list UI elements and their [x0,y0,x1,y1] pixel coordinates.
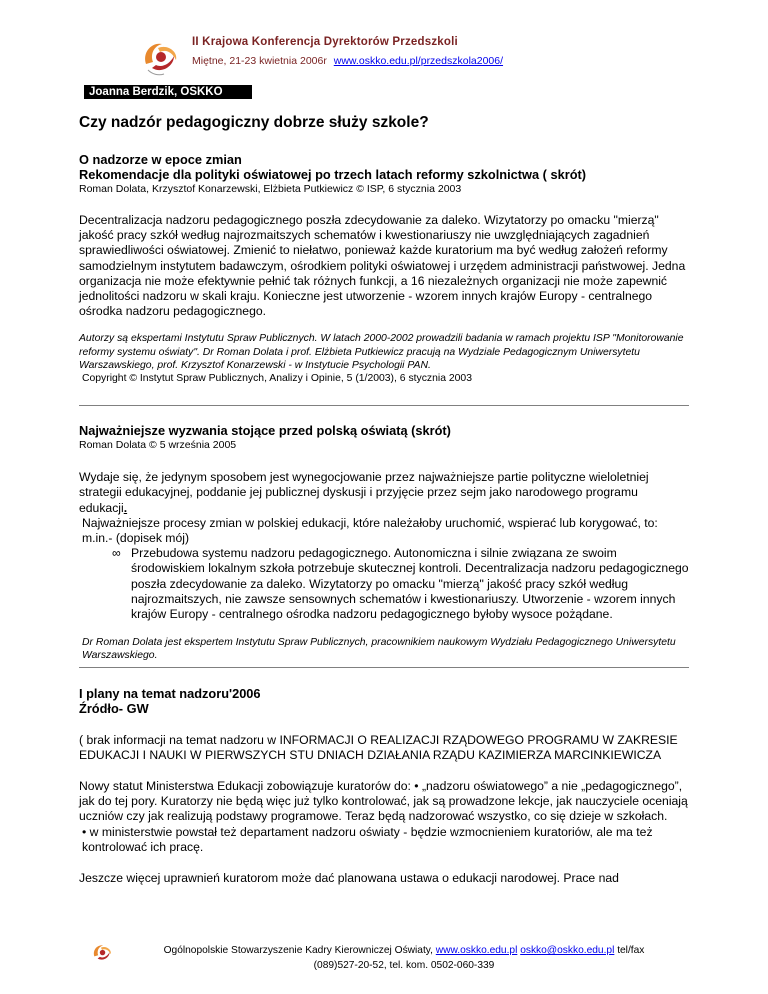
author-name: Joanna Berdzik, OSKKO [89,86,223,98]
section-plany [79,686,689,887]
oskko-logo-icon [90,940,114,964]
infinity-bullet-icon: ∞ [112,546,121,561]
conference-url-link[interactable]: www.oskko.edu.pl/przedszkola2006/ [333,55,504,67]
separator-line [79,667,689,668]
section2-byline: Roman Dolata © 5 września 2005 [79,439,237,452]
section1-body: Decentralizacja nadzoru pedagogicznego poszła zdecydowanie za daleko. Wizytatorzy po omacku "mierzą" jakość pracy szkół według najrozmaitszych schematów i kwestionariuszy nie uwzględniających zagadnień sprawiedliwości oświatowej. Zmienić to niełatwo, ponieważ każde kuratorium ma być według założeń reformy samodzielnym instytutem badawczym, ośrodkiem polityki oświatowej i urzędem administracji państwowej. Jedna organizacja nie może efektywnie pełnić tak różnych funkcji, a 16 niezależnych organizacji nie może zapewnić jednolitości nadzoru w skali kraju. Konieczne jest utworzenie - wzorem innych krajów Europy - centralnego ośrodka nadzoru pedagogicznego. [79,213,686,319]
section3-title: I plany na temat nadzoru'2006 [79,685,261,701]
footer-site-link[interactable]: www.oskko.edu.pl [435,945,518,956]
conference-date: Miętne, 21-23 kwietnia 2006r [192,55,327,67]
footer-org: Ogólnopolskie Stowarzyszenie Kadry Kierowniczej Oświaty, [163,945,433,956]
section1-byline: Roman Dolata, Krzysztof Konarzewski, Elżbieta Putkiewicz © ISP, 6 stycznia 2003 [79,183,462,195]
document-content [79,114,689,886]
section1-note: Autorzy są ekspertami Instytutu Spraw Publicznych. W latach 2000-2002 prowadzili badania w ramach projektu ISP "Monitorowanie reformy systemu oświaty". Dr Roman Dolata i prof. Elżbieta Putkiewicz pracują na Wydziale Pedagogicznym Uniwersytetu Warszawskiego, prof. Krzysztof Konarzewski - w Instytucie Psychologii PAN. [79,333,684,371]
conference-title: II Krajowa Konferencja Dyrektorów Przedszkoli [192,36,458,48]
section3-source: Źródło- GW [79,700,149,716]
section2-note: Dr Roman Dolata jest ekspertem Instytutu Spraw Publicznych, pracownikiem naukowym Wydziału Pedagogicznego Uniwersytetu Warszawskiego. [82,637,676,662]
section-wyzwania [79,423,689,662]
section3-para4: Jeszcze więcej uprawnień kuratorom może dać planowana ustawa o edukacji narodowej. Prace nad [79,871,619,886]
section2-bullet-item [79,546,689,622]
section2-para2: Najważniejsze procesy zmian w polskiej edukacji, które należałoby uruchomić, wspierać lub korygować, to: m.in.- (dopisek mój) [82,515,658,546]
conference-header [138,34,698,78]
section2-para1: Wydaje się, że jedynym sposobem jest wynegocjowanie przez najważniejsze partie polityczne wieloletniej strategii edukacyjnej, poddanie jej publicznej dyskusji i przyjęcie przez sejm jako narodowego programu edukacji. [79,470,649,515]
section3-para1: ( brak informacji na temat nadzoru w INFORMACJI O REALIZACJI RZĄDOWEGO PROGRAMU W ZAKRESIE EDUKACJI I NAUKI W PIERWSZYCH STU DNIACH DZIAŁANIA RZĄDU KAZIMIERZA MARCINKIEWICZA [79,732,678,762]
author-badge [84,85,254,99]
section3-para2: Nowy statut Ministerstwa Edukacji zobowiązuje kuratorów do: • „nadzoru oświatowego” a nie „pedagogicznego”, jak do tej pory. Kuratorzy nie będą więc już tylko kontrolować, jak są prowadzone lekcje, jak nauczyciele oceniają uczniów czy jak realizują podstawy programowe. Teraz będą nadzorować wszystko, co się dzieje w szkołach. [79,779,688,824]
page-title: Czy nadzór pedagogiczny dobrze służy szkole? [79,114,429,131]
conference-date-line [192,55,503,67]
footer-phone: (089)527-20-52, tel. kom. 0502-060-339 [313,960,495,971]
footer-text [118,943,690,973]
section1-kicker: O nadzorze w epoce zmian [79,152,242,167]
section-rekomendacje [79,152,689,385]
section2-bullet-text: Przebudowa systemu nadzoru pedagogicznego. Autonomiczna i silnie związana ze swoim środowiskiem lokalnym szkoła potrzebuje skutecznej kontroli. Decentralizacja nadzoru pedagogicznego poszła zdecydowanie za daleko. Wizytatorzy po omacku "mierzą" jakość pracy szkół według najrozmaitszych, nie zawsze sensownych schematów i kwestionariuszy. Utworzenie - wzorem innych krajów Europy - centralnego ośrodka nadzoru pedagogicznego byłoby wysoce pożądane. [131,546,689,622]
footer-tel-label: tel/fax [617,945,645,956]
section3-para3: • w ministerstwie powstał też departament nadzoru oświaty - będzie wzmocnieniem kuratoriów, ale ma też kontrolować ich pracę. [82,824,653,854]
page-footer [90,940,690,976]
oskko-logo-icon [138,34,182,78]
section2-title: Najważniejsze wyzwania stojące przed polską oświatą (skrót) [79,423,451,439]
separator-line [79,405,689,406]
section1-copyright: Copyright © Instytut Spraw Publicznych, Analizy i Opinie, 5 (1/2003), 6 stycznia 2003 [82,373,472,385]
footer-email-link[interactable]: oskko@oskko.edu.pl [520,945,615,956]
section1-title: Rekomendacje dla polityki oświatowej po trzech latach reformy szkolnictwa ( skrót) [79,167,587,182]
